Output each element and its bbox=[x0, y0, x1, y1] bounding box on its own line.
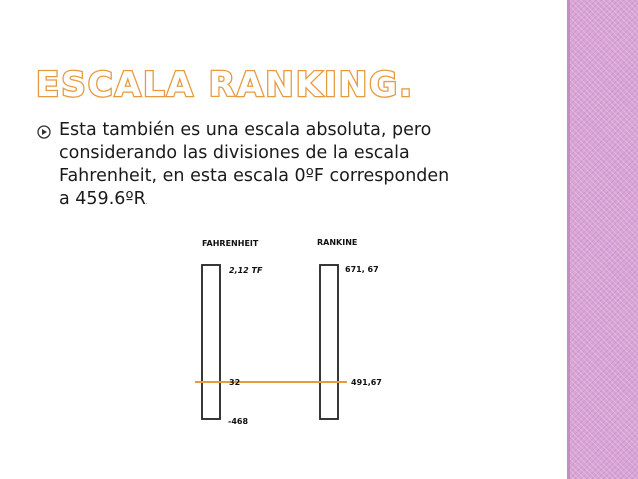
circle-arrow-bullet-icon bbox=[36, 124, 52, 140]
decorative-side-band bbox=[567, 0, 638, 479]
bullet-line-2: considerando las divisiones de la escala bbox=[59, 143, 410, 163]
slide-title-text: ESCALA RANKING. bbox=[36, 65, 415, 105]
bullet-line-3: Fahrenheit, en esta escala 0ºF corresponden bbox=[59, 166, 450, 186]
fahrenheit-top-value: 2,12 TF bbox=[229, 266, 263, 275]
side-band-edge bbox=[567, 0, 570, 479]
bullet-line-4-wrap bbox=[59, 188, 559, 214]
fahrenheit-bottom-value: -468 bbox=[228, 417, 249, 426]
fahrenheit-column bbox=[202, 265, 220, 419]
rankine-label: RANKINE bbox=[317, 238, 358, 247]
rankine-mid-value: 491,67 bbox=[351, 378, 382, 387]
fahrenheit-mid-value: 32 bbox=[229, 378, 241, 387]
bullet-line-4: a 459.6ºR bbox=[59, 189, 146, 209]
fahrenheit-label: FAHRENHEIT bbox=[202, 239, 259, 248]
trailing-mark: . bbox=[145, 199, 148, 206]
temperature-scale-diagram bbox=[195, 234, 445, 434]
slide-title bbox=[36, 58, 415, 108]
bullet-paragraph bbox=[59, 119, 559, 214]
rankine-top-value: 671, 67 bbox=[345, 265, 379, 274]
bullet-line-1: Esta también es una escala absoluta, pero bbox=[59, 120, 432, 140]
rankine-column bbox=[320, 265, 338, 419]
